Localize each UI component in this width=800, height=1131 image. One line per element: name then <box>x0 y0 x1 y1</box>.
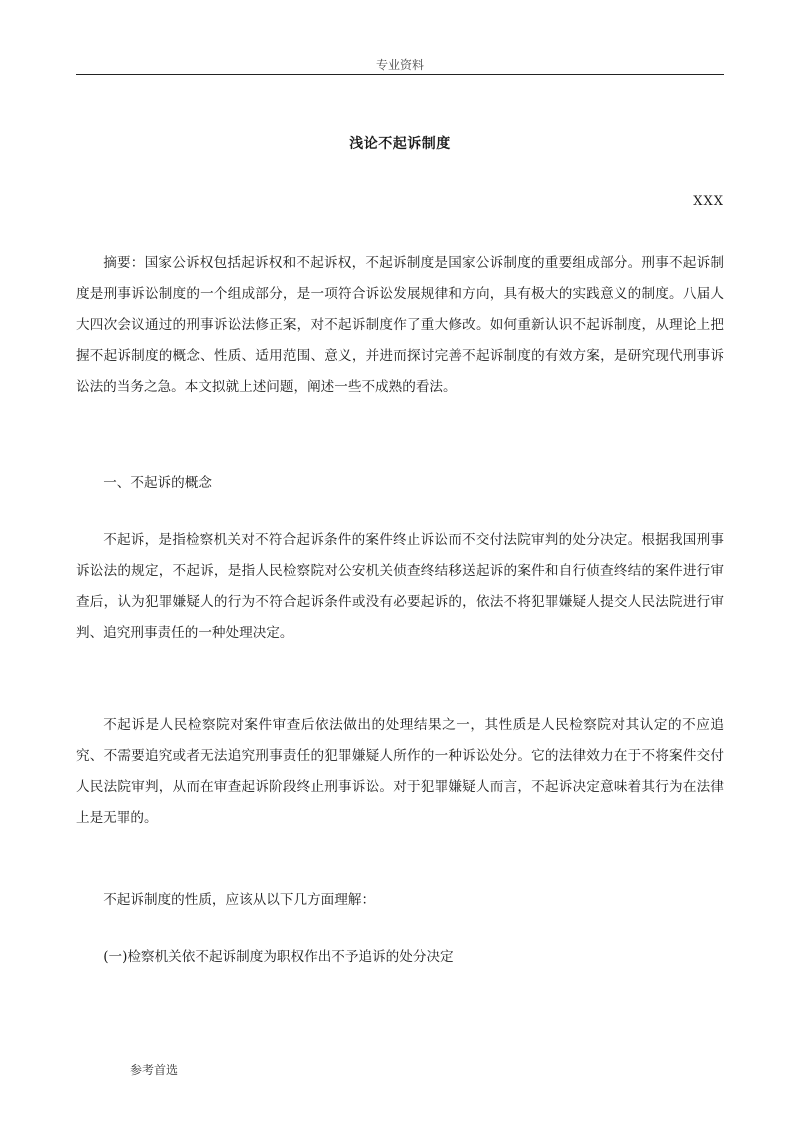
nature-intro-paragraph: 不起诉制度的性质，应该从以下几方面理解： <box>103 892 376 908</box>
definition-paragraph-2: 不起诉是人民检察院对案件审查后依法做出的处理结果之一，其性质是人民检察院对其认定的不应追究、不需要追究或者无法追究刑事责任的犯罪嫌疑人所作的一种诉讼处分。它的法律效力在于不将案件交付人民法院审判，从而在审查起诉阶段终止刑事诉讼。对于犯罪嫌疑人而言，不起诉决定意味着其行为在法律上是无罪的。 <box>76 717 724 826</box>
definition-paragraph-1: 不起诉，是指检察机关对不符合起诉条件的案件终止诉讼而不交付法院审判的处分决定。根据我国刑事诉讼法的规定，不起诉，是指人民检察院对公安机关侦查终结移送起诉的案件和自行侦查终结的案件进行审查后，认为犯罪嫌疑人的行为不符合起诉条件或没有必要起诉的，依法不将犯罪嫌疑人提交人民法院进行审判、追究刑事责任的一种处理决定。 <box>76 532 724 641</box>
section-heading-concept: 一、不起诉的概念 <box>103 475 212 491</box>
abstract-paragraph: 摘要：国家公诉权包括起诉权和不起诉权，不起诉制度是国家公诉制度的重要组成部分。刑事不起诉制度是刑事诉讼制度的一个组成部分，是一项符合诉讼发展规律和方向，具有极大的实践意义的制度。八届人大四次会议通过的刑事诉讼法修正案，对不起诉制度作了重大修改。如何重新认识不起诉制度，从理论上把握不起诉制度的概念、性质、适用范围、意义，并进而探讨完善不起诉制度的有效方案，是研究现代刑事诉讼法的当务之急。本文拟就上述问题，阐述一些不成熟的看法。 <box>76 255 724 395</box>
subsection-heading-1: (一)检察机关依不起诉制度为职权作出不予追诉的处分决定 <box>103 949 454 965</box>
document-title: 浅论不起诉制度 <box>349 136 451 152</box>
page-footer: 参考首选 <box>130 1063 179 1077</box>
header-divider <box>76 74 724 75</box>
page-header: 专业资料 <box>375 58 424 72</box>
author-name: XXX <box>693 194 724 209</box>
